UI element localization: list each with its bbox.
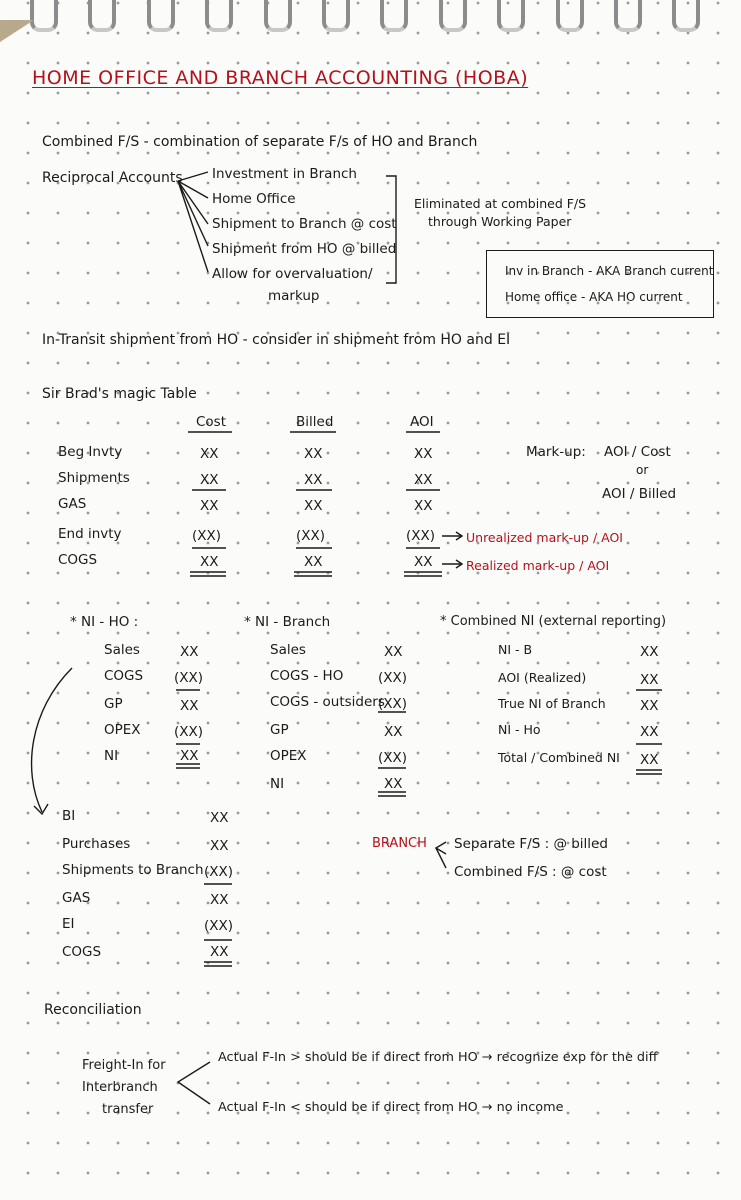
cogs-ho-row-label: Shipments to Branch [62,862,204,878]
ni-branch-row-value: (XX) [378,670,408,686]
ni-branch-row-label: GP [270,722,289,738]
table-cell: XX [200,554,219,570]
markup-formula: AOI / Cost [604,444,671,460]
reconciliation-line: Actual F-In > should be if direct from HO → recognize exp for the diff [218,1050,658,1065]
combined-ni-row-value: XX [640,644,659,660]
ni-ho-row-label: GP [104,696,123,712]
combined-ni-row-label: NI - B [498,642,533,657]
ni-ho-row-label: Sales [104,642,140,658]
cogs-ho-row-label: Purchases [62,836,131,852]
cogs-ho-row-value: XX [210,944,229,960]
table-row-label: Shipments [58,470,130,486]
combined-ni-row-value: XX [640,752,659,768]
column-header-cost: Cost [196,414,227,430]
combined-ni-row-value: XX [640,698,659,714]
markup-label: Mark-up: [526,444,586,460]
combined-fs-definition: Combined F/S - combination of separate F/s of HO and Branch [42,134,478,150]
markup-or: or [636,463,649,477]
combined-ni-title: * Combined NI (external reporting) [440,614,667,629]
reciprocal-accounts-label: Reciprocal Accounts [42,170,183,186]
table-cell: XX [304,554,323,570]
markup-formula: AOI / Billed [602,486,677,502]
aka-line: Inv in Branch - AKA Branch current [505,264,714,278]
combined-ni-row-value: XX [640,724,659,740]
combined-ni-row-label: True NI of Branch [498,696,606,711]
table-cell: XX [200,472,219,488]
reciprocal-item: Shipment from HO @ billed [212,241,397,257]
branch-separate-fs: Separate F/S : @ billed [454,836,608,852]
ni-ho-row-label: OPEX [104,722,141,738]
combined-ni-row-label: Total / Combined NI [498,750,620,765]
cogs-ho-row-label: GAS [62,890,91,906]
ni-ho-row-label: NI [104,748,119,764]
ni-branch-row-label: NI [270,776,285,792]
ni-branch-row-value: XX [384,776,403,792]
combined-ni-row-label: NI - Ho [498,722,541,737]
table-cell: XX [414,498,433,514]
magic-table-title: Sir Brad's magic Table [42,386,197,402]
table-cell: XX [414,554,433,570]
reconciliation-title: Reconciliation [44,1002,142,1018]
table-cell: XX [304,446,323,462]
reciprocal-item: Investment in Branch [212,166,357,182]
freight-in-label: Freight-In for [82,1058,166,1073]
table-cell: XX [200,446,219,462]
table-cell: XX [414,472,433,488]
cogs-ho-row-label: COGS [62,944,102,960]
cogs-ho-row-value: (XX) [204,918,234,934]
cogs-ho-row-label: BI [62,808,76,824]
column-header-billed: Billed [296,414,334,430]
ni-branch-row-value: XX [384,644,403,660]
cogs-ho-row-value: XX [210,892,229,908]
table-row-label: Beg Invty [58,444,123,460]
ni-ho-row-value: XX [180,748,199,764]
ni-ho-title: * NI - HO : [70,614,139,630]
combined-ni-row-value: XX [640,672,659,688]
cogs-ho-row-value: XX [210,810,229,826]
realized-markup-note: Realized mark-up / AOI [466,558,610,573]
reciprocal-item: Home Office [212,191,296,207]
aka-box [486,250,714,318]
cogs-ho-row-label: EI [62,916,75,932]
ni-branch-row-label: COGS - outsiders [270,694,385,710]
ni-branch-row-label: Sales [270,642,306,658]
freight-in-label: Interbranch [82,1080,158,1095]
ni-branch-row-value: (XX) [378,750,408,766]
ni-branch-row-label: OPEX [270,748,307,764]
table-row-label: GAS [58,496,87,512]
ni-branch-row-value: (XX) [378,696,408,712]
ni-ho-row-label: COGS [104,668,144,684]
page-title: HOME OFFICE AND BRANCH ACCOUNTING (HOBA) [32,67,529,89]
table-cell: (XX) [192,528,222,544]
cogs-ho-row-value: (XX) [204,864,234,880]
reciprocal-item: Allow for overvaluation/ [212,266,373,282]
reciprocal-item: Shipment to Branch @ cost [212,216,397,232]
ni-branch-title: * NI - Branch [244,614,331,630]
ni-branch-row-value: XX [384,724,403,740]
table-row-label: COGS [58,552,98,568]
table-cell: XX [200,498,219,514]
column-header-aoi: AOI [410,414,434,430]
branch-combined-fs: Combined F/S : @ cost [454,864,607,880]
table-cell: (XX) [406,528,436,544]
eliminated-note: Eliminated at combined F/S [414,196,587,211]
reconciliation-line: Actual F-In < should be if direct from HO → no income [218,1100,564,1115]
ni-ho-row-value: XX [180,644,199,660]
eliminated-note: through Working Paper [428,214,572,229]
table-cell: (XX) [296,528,326,544]
table-row-label: End invty [58,526,122,542]
ni-ho-row-value: (XX) [174,670,204,686]
ni-ho-row-value: XX [180,698,199,714]
reciprocal-item: markup [268,288,320,304]
table-cell: XX [304,498,323,514]
unrealized-markup-note: Unrealized mark-up / AOI [466,530,623,545]
cogs-ho-row-value: XX [210,838,229,854]
ni-ho-row-value: (XX) [174,724,204,740]
aka-line: Home office - AKA HO current [505,290,683,304]
in-transit-note: In-Transit shipment from HO - consider in shipment from HO and EI [42,332,511,348]
combined-ni-row-label: AOI (Realized) [498,670,587,685]
table-cell: XX [414,446,433,462]
branch-label: BRANCH [372,836,427,851]
table-cell: XX [304,472,323,488]
ni-branch-row-label: COGS - HO [270,668,344,684]
freight-in-label: transfer [102,1102,154,1117]
